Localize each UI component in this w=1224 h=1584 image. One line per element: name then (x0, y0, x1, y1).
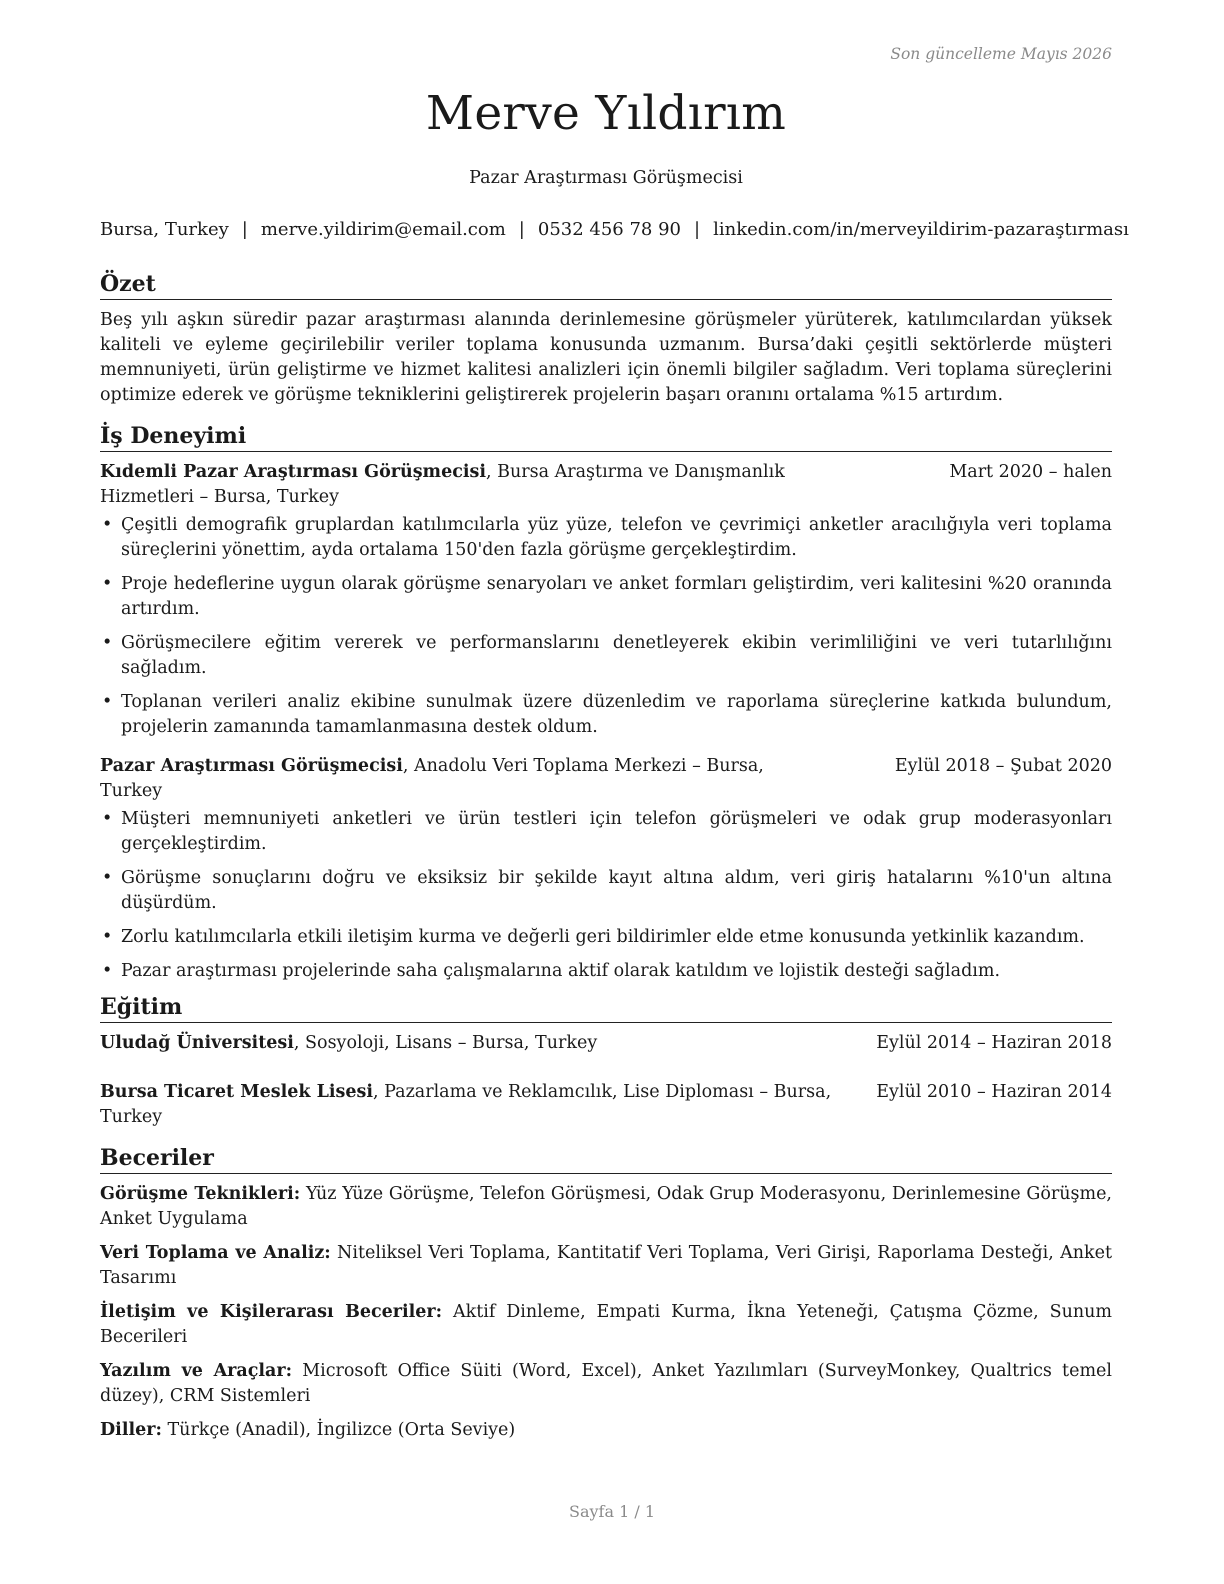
bullet-text: Zorlu katılımcılarla etkili iletişim kurma ve değerli geri bildirimler elde etme konusunda yetkinlik kazandım. (121, 927, 1085, 947)
skill-label: Veri Toplama ve Analiz: (100, 1243, 331, 1263)
page-footer: Sayfa 1 / 1 (568, 1502, 655, 1521)
skill-row (100, 1182, 1112, 1232)
job-dates: Eylül 2018 – Şubat 2020 (894, 756, 1112, 776)
section-title-summary: Özet (100, 270, 1112, 300)
section-title-skills: Beceriler (100, 1144, 1112, 1174)
skill-label: Diller: (100, 1420, 162, 1440)
bullet-item (100, 513, 1112, 563)
section-title-education: Eğitim (100, 993, 1112, 1023)
job-company: , Bursa Araştırma ve Danışmanlık Hizmetleri – Bursa, Turkey (100, 462, 785, 507)
bullet-text: Görüşmecilere eğitim vererek ve performanslarını denetleyerek ekibin verimliliğini ve veri tutarlılığını sağladım. (121, 633, 1112, 678)
bullet-dot-icon: • (102, 692, 113, 712)
bullet-dot-icon: • (102, 868, 113, 888)
candidate-name: Merve Yıldırım (425, 86, 787, 141)
education-detail: , Pazarlama ve Reklamcılık, Lise Diploması – Bursa, Turkey (100, 1082, 832, 1127)
bullet-item (100, 925, 1112, 950)
bullet-text: Müşteri memnuniyeti anketleri ve ürün testleri için telefon görüşmeleri ve odak grup moderasyonları gerçekleştirdim. (121, 809, 1112, 854)
job-position: Kıdemli Pazar Araştırması Görüşmecisi (100, 462, 487, 482)
skill-label: Yazılım ve Araçlar: (100, 1361, 293, 1381)
experience-section (100, 422, 1112, 984)
bullet-dot-icon: • (102, 574, 113, 594)
job-bullets (100, 807, 1112, 984)
skill-row (100, 1241, 1112, 1291)
job-title-line (100, 460, 949, 510)
skill-label: Görüşme Teknikleri: (100, 1184, 301, 1204)
bullet-text: Çeşitli demografik gruplardan katılımcılarla yüz yüze, telefon ve çevrimiçi anketler aracılığıyla veri toplama süreçlerini yönettim, ayda ortalama 150'den fazla görüşme gerçekleştirdim. (121, 515, 1112, 560)
education-dates: Eylül 2014 – Haziran 2018 (876, 1033, 1112, 1053)
section-title-experience: İş Deneyimi (100, 422, 1112, 452)
last-updated: Son güncelleme Mayıs 2026 (890, 45, 1112, 63)
bullet-dot-icon: • (102, 633, 113, 653)
contact-location: Bursa, Turkey (100, 219, 229, 240)
bullet-item (100, 807, 1112, 857)
bullet-dot-icon: • (102, 927, 113, 947)
job-dates: Mart 2020 – halen (949, 462, 1112, 482)
contact-separator: | (241, 219, 248, 240)
bullet-item (100, 572, 1112, 622)
bullet-dot-icon: • (102, 515, 113, 535)
skill-row (100, 1418, 1112, 1443)
skill-value: Türkçe (Anadil), İngilizce (Orta Seviye) (161, 1420, 516, 1440)
job-entry (100, 754, 1112, 984)
contact-separator: | (694, 219, 701, 240)
skill-value: Microsoft Office Süiti (Word, Excel), Anket Yazılımları (SurveyMonkey, Qualtrics temel düzey), CRM Sistemleri (100, 1361, 1112, 1406)
job-company: , Anadolu Veri Toplama Merkezi – Bursa, Turkey (100, 756, 764, 801)
bullet-item (100, 959, 1112, 984)
job-bullets (100, 513, 1112, 740)
bullet-dot-icon: • (102, 809, 113, 829)
education-school: Uludağ Üniversitesi (100, 1033, 294, 1053)
bullet-text: Toplanan verileri analiz ekibine sunulmak üzere düzenledim ve raporlama süreçlerine katkıda bulundum, projelerin zamanında tamamlanmasına destek oldum. (121, 692, 1112, 737)
skills-section (100, 1144, 1112, 1443)
summary-text: Beş yılı aşkın süredir pazar araştırması alanında derinlemesine görüşmeler yürüterek, katılımcılardan yüksek kaliteli ve eyleme geçirilebilir veriler toplama konusunda uzmanım. Bursa’daki çeşitli sektörlerde müşteri memnuniyeti, ürün geliştirme ve hizmet kalitesi analizleri için önemli bilgiler sağladım. Veri toplama süreçlerini optimize ederek ve görüşme tekniklerini geliştirerek projelerin başarı oranını ortalama %15 artırdım. (100, 310, 1112, 405)
job-title-line (100, 754, 895, 804)
bullet-item (100, 866, 1112, 916)
bullet-item (100, 690, 1112, 740)
job-header (100, 460, 1112, 510)
job-header (100, 754, 1112, 804)
bullet-text: Pazar araştırması projelerinde saha çalışmalarına aktif olarak katıldım ve lojistik desteği sağladım. (121, 961, 1001, 981)
skill-value: Yüz Yüze Görüşme, Telefon Görüşmesi, Odak Grup Moderasyonu, Derinlemesine Görüşme, Anket Uygulama (100, 1184, 1112, 1229)
contact-email[interactable]: merve.yildirim@email.com (260, 219, 506, 240)
education-detail: , Sosyoloji, Lisans – Bursa, Turkey (293, 1033, 598, 1053)
resume-content (100, 270, 1112, 1452)
bullet-dot-icon: • (102, 961, 113, 981)
candidate-role: Pazar Araştırması Görüşmecisi (469, 168, 743, 188)
skill-row (100, 1359, 1112, 1409)
education-entry (100, 1031, 1112, 1056)
contact-line (100, 219, 1129, 240)
summary-section (100, 270, 1112, 408)
skill-label: İletişim ve Kişilerarası Beceriler: (100, 1302, 443, 1322)
education-entry (100, 1080, 1112, 1130)
contact-phone[interactable]: 0532 456 78 90 (537, 219, 682, 240)
education-title-line (100, 1031, 876, 1056)
contact-linkedin[interactable]: linkedin.com/in/merveyildirim-pazaraştırması (713, 219, 1129, 240)
education-school: Bursa Ticaret Meslek Lisesi (100, 1082, 374, 1102)
bullet-text: Görüşme sonuçlarını doğru ve eksiksiz bir şekilde kayıt altına aldım, veri giriş hatalarını %10'un altına düşürdüm. (121, 868, 1112, 913)
job-position: Pazar Araştırması Görüşmecisi (100, 756, 403, 776)
skill-row (100, 1300, 1112, 1350)
education-dates: Eylül 2010 – Haziran 2014 (876, 1082, 1112, 1102)
skill-value: Niteliksel Veri Toplama, Kantitatif Veri Toplama, Veri Girişi, Raporlama Desteği, Anket Tasarımı (100, 1243, 1112, 1288)
education-section (100, 993, 1112, 1130)
skill-value: Aktif Dinleme, Empati Kurma, İkna Yeteneği, Çatışma Çözme, Sunum Becerileri (100, 1302, 1112, 1347)
bullet-text: Proje hedeflerine uygun olarak görüşme senaryoları ve anket formları geliştirdim, veri kalitesini %20 oranında artırdım. (121, 574, 1112, 619)
job-entry (100, 460, 1112, 740)
contact-separator: | (518, 219, 525, 240)
bullet-item (100, 631, 1112, 681)
education-title-line (100, 1080, 876, 1130)
